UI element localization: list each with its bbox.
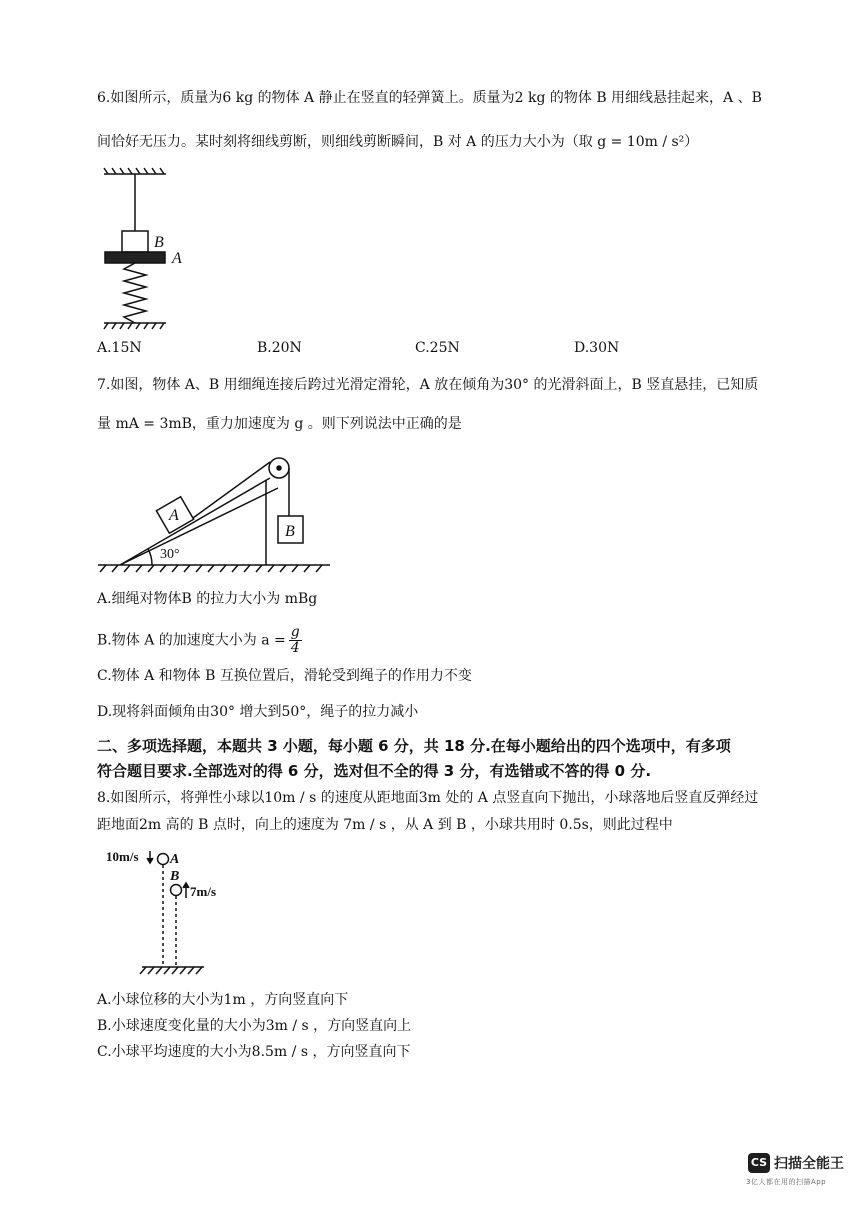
scanner-watermark bbox=[746, 1151, 858, 1221]
section2-title-line2: 符合题目要求.全部选对的得 6 分，选对但不全的得 3 分，有选错或不答的得 0 分. bbox=[97, 762, 652, 780]
q8-label-a: A bbox=[170, 852, 180, 867]
q7-option-b bbox=[97, 625, 302, 656]
q7-option-b-text: B.物体 A 的加速度大小为 a = bbox=[97, 632, 286, 649]
q6-block-b bbox=[122, 231, 148, 252]
q6-label-a: A bbox=[172, 250, 182, 267]
section2-title-line1: 二、多项选择题，本题共 3 小题，每小题 6 分，共 18 分.在每小题给出的四个选项中，有多项 bbox=[97, 737, 731, 755]
q8-option-a: A.小球位移的大小为1m ，方向竖直向下 bbox=[97, 992, 349, 1008]
fraction-numerator: g bbox=[290, 624, 300, 640]
q7-option-d: D.现将斜面倾角由30° 增大到50°，绳子的拉力减小 bbox=[97, 704, 419, 720]
fraction-denominator: 4 bbox=[290, 640, 300, 656]
q8-ball-b bbox=[171, 885, 182, 896]
q6-option-d: D.30N bbox=[574, 340, 620, 356]
q8-label-b: B bbox=[170, 869, 180, 884]
q6-option-c: C.25N bbox=[415, 340, 460, 356]
q6-spring bbox=[124, 263, 146, 323]
q7-label-a: A bbox=[169, 507, 179, 524]
q6-label-b: B bbox=[154, 234, 164, 251]
q8-velocity-b-label: 7m/s bbox=[190, 884, 216, 899]
q6-text-line2: 间恰好无压力。某时刻将细线剪断，则细线剪断瞬间，B 对 A 的压力大小为（取 g = 10m / s²） bbox=[97, 134, 699, 150]
q8-option-b: B.小球速度变化量的大小为3m / s ，方向竖直向上 bbox=[97, 1018, 412, 1034]
q6-block-a bbox=[105, 252, 165, 263]
q6-option-a: A.15N bbox=[97, 340, 142, 356]
q8-text-line1: 8.如图所示，将弹性小球以10m / s 的速度从距地面3m 处的 A 点竖直向下抛出，小球落地后竖直反弹经过 bbox=[97, 790, 759, 806]
camscanner-logo-icon: CS bbox=[748, 1153, 770, 1173]
q7-angle-label: 30° bbox=[160, 547, 180, 562]
watermark-tagline: 3亿人都在用的扫描App bbox=[746, 1178, 827, 1186]
q8-ball-figure bbox=[100, 845, 240, 980]
q7-option-c: C.物体 A 和物体 B 互换位置后，滑轮受到绳子的作用力不变 bbox=[97, 668, 472, 684]
q8-ball-a bbox=[158, 854, 169, 865]
q8-velocity-a-label: 10m/s bbox=[106, 849, 139, 864]
watermark-app-name: 扫描全能王 bbox=[774, 1156, 844, 1172]
q7-text-line2: 量 mA = 3mB，重力加速度为 g 。则下列说法中正确的是 bbox=[97, 416, 462, 432]
q8-text-line2: 距地面2m 高的 B 点时，向上的速度为 7m / s ，从 A 到 B ，小球共用时 0.5s，则此过程中 bbox=[97, 817, 673, 833]
q7-angle-arc bbox=[148, 549, 152, 565]
q7-option-a: A.细绳对物体B 的拉力大小为 mBg bbox=[97, 591, 318, 607]
q7-incline-figure bbox=[98, 450, 338, 575]
q7-label-b: B bbox=[285, 523, 295, 540]
q6-spring-figure bbox=[98, 168, 188, 338]
q6-text-line1: 6.如图所示，质量为6 kg 的物体 A 静止在竖直的轻弹簧上。质量为2 kg 的物体 B 用细线悬挂起来，A 、B bbox=[97, 90, 762, 106]
q8-option-c: C.小球平均速度的大小为8.5m / s ，方向竖直向下 bbox=[97, 1044, 411, 1060]
q6-option-b: B.20N bbox=[257, 340, 302, 356]
q7-text-line1: 7.如图，物体 A、B 用细绳连接后跨过光滑定滑轮，A 放在倾角为30° 的光滑斜面上，B 竖直悬挂，已知质 bbox=[97, 377, 759, 393]
q7-incline-surface bbox=[120, 478, 270, 565]
q7-option-b-fraction bbox=[289, 625, 302, 656]
q7-rope-a bbox=[193, 462, 270, 518]
